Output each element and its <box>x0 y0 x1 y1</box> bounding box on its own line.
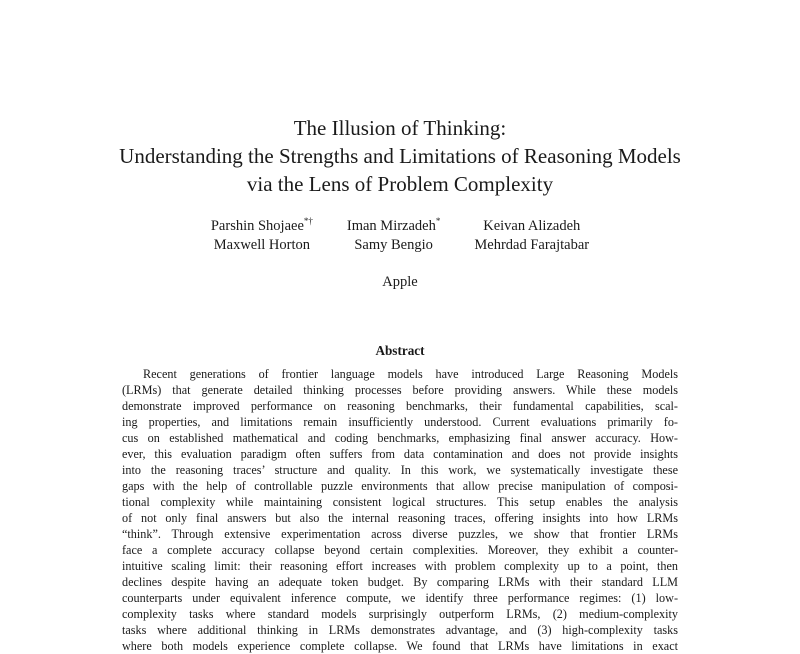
author-name: Mehrdad Farajtabar <box>474 237 590 253</box>
abstract-line: face a complete accuracy collapse beyond certain complexities. Moreover, they exhibit a counter- <box>122 543 678 557</box>
author-keivan-alizadeh <box>483 217 580 236</box>
abstract-line: Recent generations of frontier language models have introduced Large Reasoning Models <box>143 367 678 381</box>
abstract-line: complexity tasks where standard models surprisingly outperform LRMs, (2) medium-complexity <box>122 607 678 621</box>
author-samy-bengio <box>354 236 433 255</box>
abstract-heading: Abstract <box>375 343 425 358</box>
abstract-line: (LRMs) that generate detailed thinking processes before providing answers. While these models <box>122 383 678 397</box>
abstract-line: tional complexity while maintaining consistent logical structures. This setup enables the analysis <box>122 495 678 509</box>
abstract-line: declines despite having an adequate token budget. By comparing LRMs with their standard LLM <box>122 575 678 589</box>
author-name: Samy Bengio <box>354 237 433 253</box>
abstract-body <box>122 366 678 654</box>
abstract-line: into the reasoning traces’ structure and quality. In this work, we systematically investigate these <box>122 463 678 477</box>
author-mark: *† <box>303 216 313 227</box>
paper-title-line-1: The Illusion of Thinking: <box>293 116 507 140</box>
author-mark: * <box>435 216 441 227</box>
author-name: Maxwell Horton <box>213 237 310 253</box>
abstract-line: where both models experience complete collapse. We found that LRMs have limitations in exact <box>122 639 678 653</box>
paper-title-line-3: via the Lens of Problem Complexity <box>246 172 554 196</box>
author-name: Iman Mirzadeh <box>346 218 436 234</box>
affiliation: Apple <box>382 274 418 290</box>
abstract-line: intuitive scaling limit: their reasoning effort increases with problem complexity up to a point, then <box>122 559 678 573</box>
authors-block <box>0 217 800 255</box>
paper-title-line-2: Understanding the Strengths and Limitations of Reasoning Models <box>119 144 681 168</box>
abstract-line: ever, this evaluation paradigm often suffers from data contamination and does not provide insights <box>122 447 678 461</box>
paper-title <box>0 0 800 198</box>
author-name: Keivan Alizadeh <box>483 218 581 234</box>
abstract-line: cus on established mathematical and coding benchmarks, emphasizing final answer accuracy. How- <box>122 431 678 445</box>
author-iman-mirzadeh <box>347 217 440 236</box>
abstract-line: ing properties, and limitations remain insufficiently understood. Current evaluations primarily fo- <box>122 415 678 429</box>
abstract-line: of not only final answers but also the internal reasoning traces, offering insights into how LRMs <box>122 511 678 525</box>
abstract-line: “think”. Through extensive experimentation across diverse puzzles, we show that frontier LRMs <box>122 527 678 541</box>
abstract-line: gaps with the help of controllable puzzle environments that allow precise manipulation of composi- <box>122 479 678 493</box>
abstract-line: counterparts under equivalent inference compute, we identify three performance regimes: (1) low- <box>122 591 678 605</box>
abstract-line: demonstrate improved performance on reasoning benchmarks, their fundamental capabilities, scal- <box>122 399 678 413</box>
author-maxwell-horton <box>214 236 310 255</box>
abstract-line: tasks where additional thinking in LRMs demonstrates advantage, and (3) high-complexity tasks <box>122 623 678 637</box>
author-parshin-shojaee <box>211 217 313 236</box>
author-mehrdad-farajtabar <box>474 236 589 255</box>
author-name: Parshin Shojaee <box>210 218 304 234</box>
